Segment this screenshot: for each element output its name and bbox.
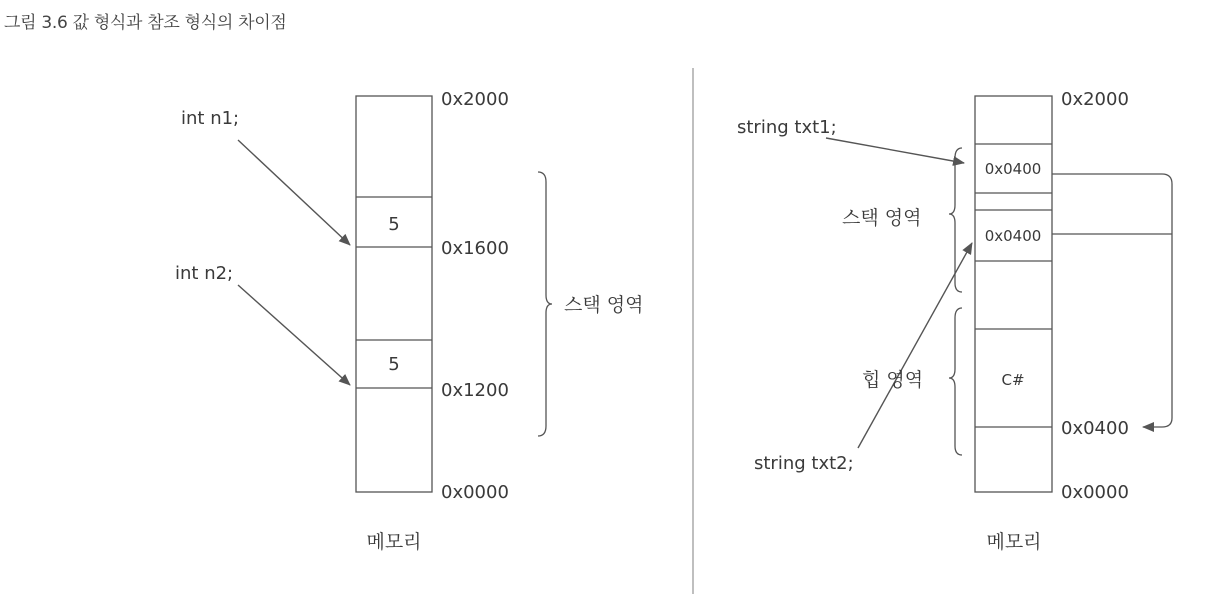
address-label: 0x0000 — [1061, 482, 1129, 503]
reference-type-panel — [737, 89, 1172, 553]
cell-txt2-reference: 0x0400 — [984, 227, 1042, 245]
memory-block — [356, 96, 432, 492]
stack-region-label: 스택 영역 — [564, 294, 644, 316]
address-label: 0x0000 — [441, 482, 509, 503]
reference-connector — [1052, 174, 1172, 427]
stack-brace — [949, 148, 962, 292]
variable-n1-label: int n1; — [181, 108, 240, 129]
pointer-arrow — [238, 140, 350, 245]
memory-caption: 메모리 — [986, 531, 1042, 553]
heap-object-value: C# — [1001, 371, 1025, 389]
stack-brace — [538, 172, 552, 436]
variable-n2-label: int n2; — [175, 263, 234, 284]
memory-block — [975, 96, 1052, 492]
value-type-panel — [175, 89, 643, 553]
cell-n2-value: 5 — [388, 354, 400, 375]
heap-brace — [949, 308, 962, 455]
figure-caption: 그림 3.6 값 형식과 참조 형식의 차이점 — [4, 13, 287, 33]
pointer-arrow — [826, 138, 964, 163]
address-label: 0x1200 — [441, 380, 509, 401]
cell-txt1-reference: 0x0400 — [984, 160, 1042, 178]
cell-n1-value: 5 — [388, 214, 400, 235]
memory-caption: 메모리 — [366, 531, 422, 553]
heap-region-label: 힙 영역 — [862, 369, 924, 391]
variable-txt2-label: string txt2; — [754, 453, 854, 474]
address-label: 0x0400 — [1061, 418, 1129, 439]
address-label: 0x1600 — [441, 238, 509, 259]
variable-txt1-label: string txt1; — [737, 117, 837, 138]
pointer-arrow — [238, 285, 350, 385]
address-label: 0x2000 — [441, 89, 509, 110]
stack-region-label: 스택 영역 — [842, 207, 922, 229]
address-label: 0x2000 — [1061, 89, 1129, 110]
